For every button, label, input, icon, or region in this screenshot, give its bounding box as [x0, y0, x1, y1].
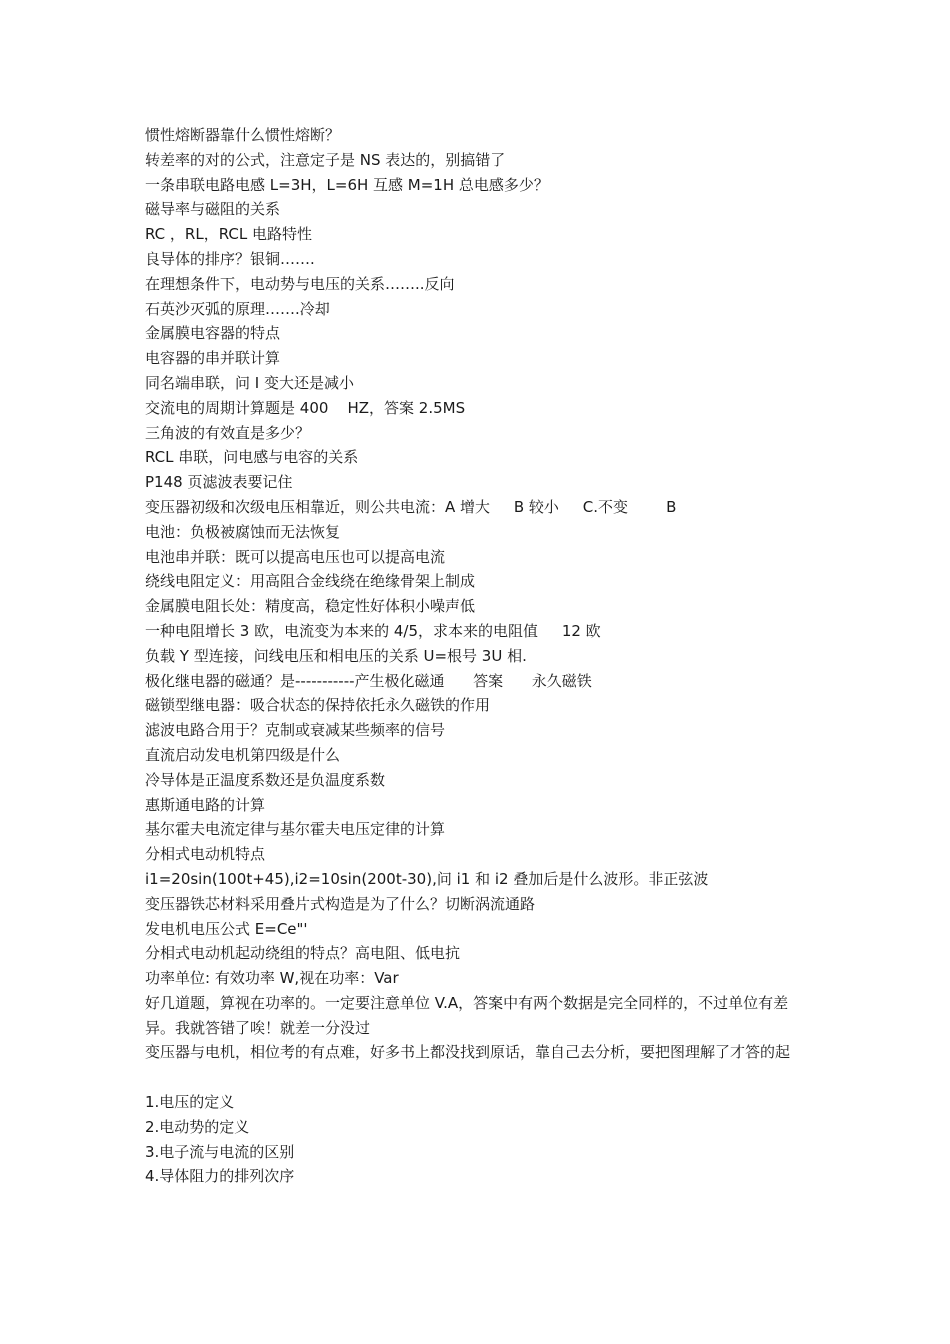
text-line: 极化继电器的磁通？是-----------产生极化磁通 答案 永久磁铁 [145, 671, 592, 690]
text-line: 冷导体是正温度系数还是负温度系数 [145, 770, 386, 789]
text-line: 转差率的对的公式，注意定子是 NS 表达的，别搞错了 [145, 150, 506, 169]
text-line: 变压器与电机，相位考的有点难，好多书上都没找到原话，靠自己去分析，要把图理解了才答的起 [145, 1043, 791, 1062]
text-line: 惯性熔断器靠什么惯性熔断？ [145, 126, 341, 144]
text-line: 4.导体阻力的排列次序 [145, 1167, 295, 1186]
text-line: 交流电的周期计算题是 400 HZ，答案 2.5MS [145, 398, 466, 417]
text-line: 在理想条件下，电动势与电压的关系……..反向 [145, 274, 455, 293]
text-line: 3.电子流与电流的区别 [145, 1142, 295, 1161]
text-line: 变压器初级和次级电压相靠近，则公共电流：A 增大 B 较小 C.不变 B [145, 497, 677, 516]
text-line: 基尔霍夫电流定律与基尔霍夫电压定律的计算 [145, 820, 446, 839]
text-line: 一种电阻增长 3 欧，电流变为本来的 4/5，求本来的电阻值 12 欧 [145, 621, 601, 640]
text-line: 发电机电压公式 E=Ce"' [145, 919, 308, 938]
text-line: 功率单位: 有效功率 W,视在功率：Var [145, 969, 399, 988]
text-line: 滤波电路合用于？克制或衰减某些频率的信号 [145, 721, 446, 740]
text-line: i1=20sin(100t+45),i2=10sin(200t-30),问 i1 和 i2 叠加后是什么波形。非正弦波 [145, 869, 709, 888]
text-line: 磁锁型继电器：吸合状态的保持依托永久磁铁的作用 [145, 696, 491, 715]
text-line: 良导体的排序？银铜……. [145, 249, 315, 268]
text-line: 同名端串联，问 I 变大还是减小 [145, 373, 354, 392]
text-line: 1.电压的定义 [145, 1093, 235, 1112]
text-line: RC ，RL，RCL 电路特性 [145, 225, 312, 244]
text-line: 金属膜电容器的特点 [145, 324, 281, 343]
text-line: 电池串并联：既可以提高电压也可以提高电流 [145, 547, 446, 566]
text-line: RCL 串联，问电感与电容的关系 [145, 448, 359, 467]
text-line: 分相式电动机特点 [145, 845, 266, 864]
blank-line [145, 1065, 810, 1090]
text-line: 变压器铁芯材料采用叠片式构造是为了什么？切断涡流通路 [145, 894, 536, 913]
text-line: 石英沙灭弧的原理…….冷却 [145, 299, 330, 318]
text-line: 分相式电动机起动绕组的特点？高电阻、低电抗 [145, 944, 461, 963]
text-line: 电池：负极被腐蚀而无法恢复 [145, 522, 341, 541]
text-line: 直流启动发电机第四级是什么 [145, 745, 341, 764]
text-line: 一条串联电路电感 L=3H，L=6H 互感 M=1H 总电感多少？ [145, 175, 549, 194]
text-line: 绕线电阻定义：用高阻合金线绕在绝缘骨架上制成 [145, 572, 476, 591]
text-line: 电容器的串并联计算 [145, 349, 281, 368]
document-body [145, 123, 810, 1189]
text-line: 2.电动势的定义 [145, 1117, 250, 1136]
text-line: 负载 Y 型连接，问线电压和相电压的关系 U=根号 3U 相. [145, 646, 527, 665]
text-line: 磁导率与磁阻的关系 [145, 200, 281, 219]
text-line: 好几道题，算视在功率的。一定要注意单位 V.A，答案中有两个数据是完全同样的，不过单位有差异。我就答错了唉！就差一分没过 [145, 993, 789, 1037]
text-line: P148 页滤波表要记住 [145, 473, 293, 492]
text-line: 惠斯通电路的计算 [145, 795, 266, 814]
text-line: 三角波的有效直是多少？ [145, 423, 311, 442]
text-line: 金属膜电阻长处：精度高，稳定性好体积小噪声低 [145, 597, 476, 616]
